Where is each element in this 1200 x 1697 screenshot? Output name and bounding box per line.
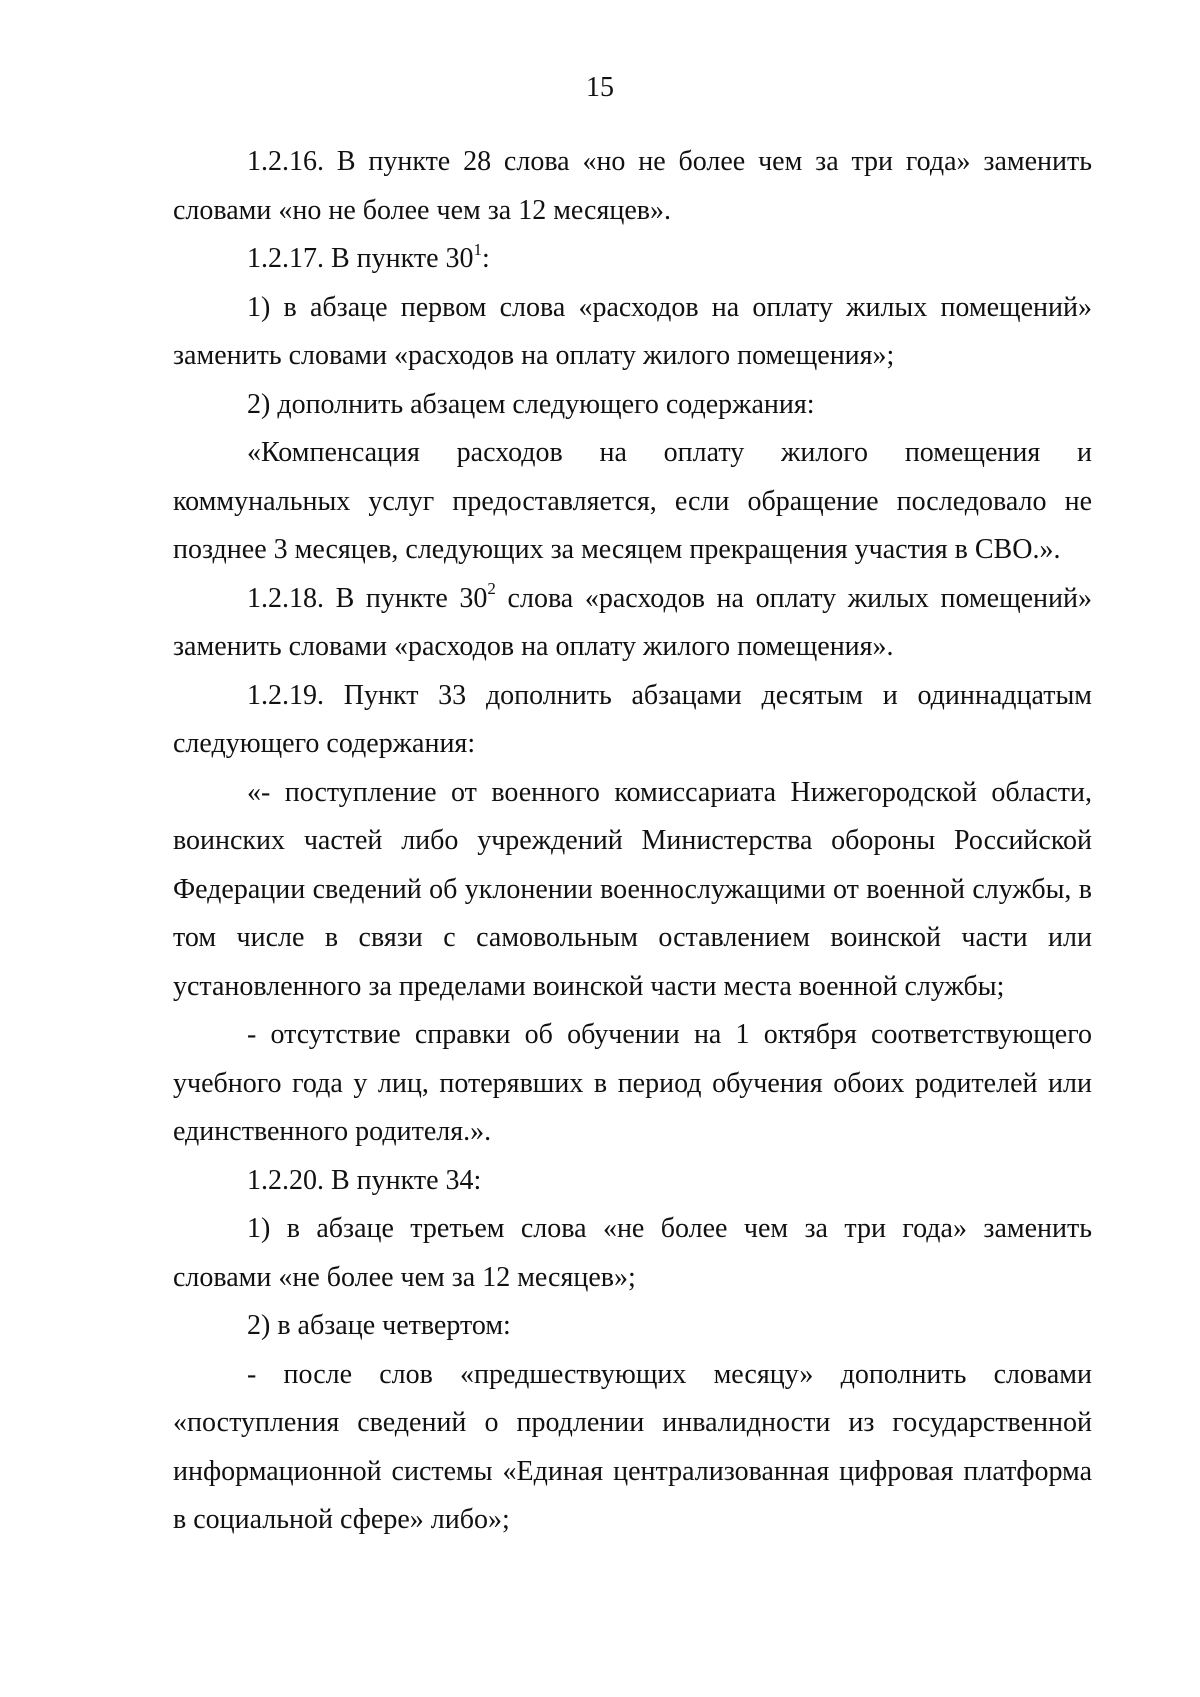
paragraph-1-2-18 [173,575,1092,672]
paragraph-1-2-20: 1.2.20. В пункте 34: [247,1164,482,1196]
paragraph-text: 1.2.18. В пункте 30 [247,582,488,614]
superscript: 2 [487,579,496,599]
paragraph-1-2-19: 1.2.19. Пункт 33 дополнить абзацами десятым и одиннадцатым следующего содержания: [173,679,1092,759]
document-body [173,138,1092,1545]
paragraph-quote-absence: - отсутствие справки об обучении на 1 октября соответствующего учебного года у лиц, потерявших в период обучения обоих родителей или единственного родителя.». [173,1019,1092,1147]
paragraph-item-1-third: 1) в абзаце третьем слова «не более чем за три года» заменить словами «не более чем за 12 месяцев»; [173,1213,1092,1293]
paragraph-item-2: 2) дополнить абзацем следующего содержания: [247,388,815,420]
paragraph-quote-receipt: «- поступление от военного комиссариата Нижегородской области, воинских частей либо учреждений Министерства обороны Российской Федерации сведений об уклонении военнослужащими от военной службы, в том числе в связи с самовольным оставлением воинской части или установленного за пределами воинской части места военной службы; [173,776,1092,1002]
paragraph-text: 1.2.17. В пункте 30 [247,243,474,274]
paragraph-1-2-17 [173,235,1092,284]
paragraph-text: слова «расходов на оплату жилых помещений» заменить словами «расходов на оплату жилого помещения». [173,582,1093,662]
paragraph-after-words: - после слов «предшествующих месяцу» дополнить словами «поступления сведений о продлении инвалидности из государственной информационной системы «Единая централизованная цифровая платформа в социальной сфере» либо»; [173,1358,1092,1535]
paragraph-1-2-16: 1.2.16. В пункте 28 слова «но не более чем за три года» заменить словами «но не более чем за 12 месяцев». [173,146,1092,226]
superscript: 1 [473,239,483,259]
paragraph-text: : [482,243,490,274]
paragraph-item-1: 1) в абзаце первом слова «расходов на оплату жилых помещений» заменить словами «расходов на оплату жилого помещения»; [173,291,1092,371]
paragraph-item-2-fourth: 2) в абзаце четвертом: [247,1310,511,1341]
paragraph-quote-compensation: «Компенсация расходов на оплату жилого помещения и коммунальных услуг предоставляется, если обращение последовало не позднее 3 месяцев, следующих за месяцем прекращения участия в СВО.». [173,437,1092,565]
page-number: 15 [586,72,614,103]
